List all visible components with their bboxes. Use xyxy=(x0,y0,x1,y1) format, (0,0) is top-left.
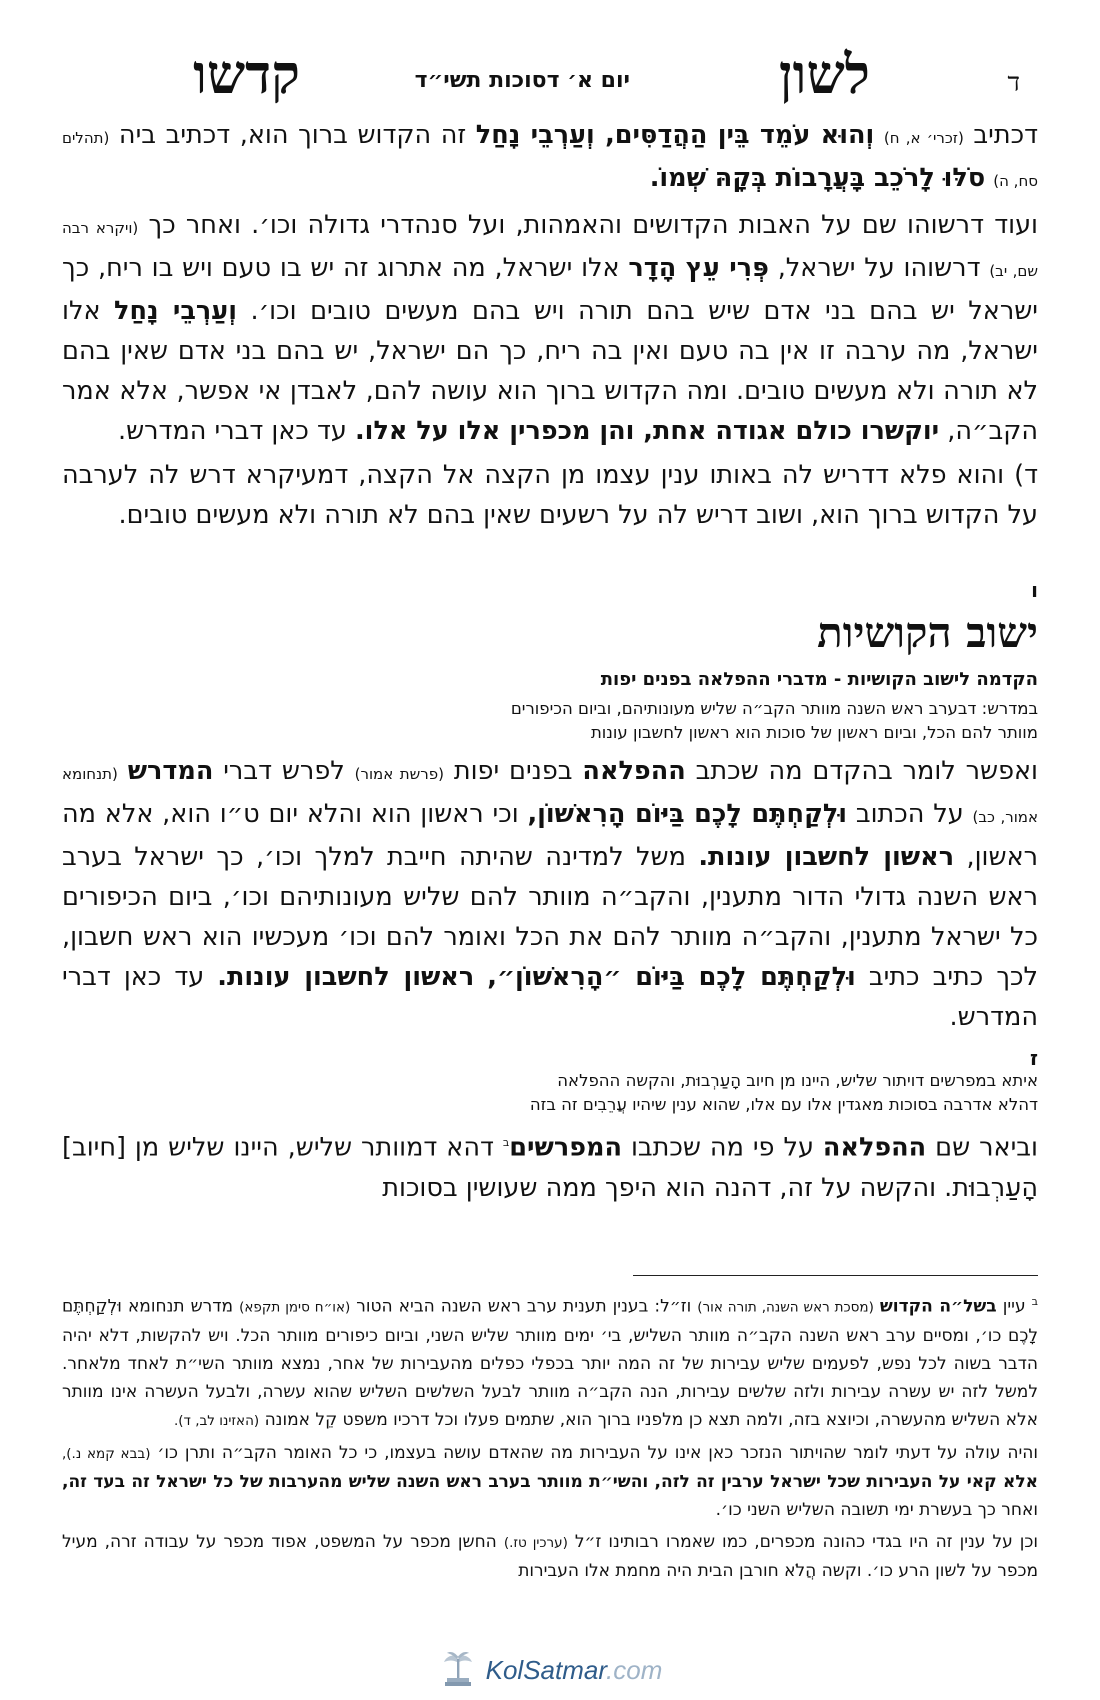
text-run: זה הקדוש ברוך הוא, דכתיב ביה xyxy=(118,120,467,150)
site-watermark xyxy=(0,1648,1100,1692)
paragraph-3: ד) והוא פלא דדריש לה באותו ענין עצמו מן הקצה אל הקצה, דמעיקרא דרש לה לערבה על הקדוש ברוך הוא, ושוב דריש לה על רשעים שאין בהם לא תורה ולא מעשים טובים. xyxy=(62,460,1038,530)
emphasized-text: יוקשרו כולם אגודה אחת, והן מכפרין אלו על אלו. xyxy=(355,416,940,446)
header-title-word-1: לשון xyxy=(778,42,870,106)
emphasized-text: ההפלאה xyxy=(822,1132,927,1163)
footnote-marker: ב xyxy=(1031,1295,1038,1308)
text-run: עד כאן דברי המדרש. xyxy=(117,416,347,446)
footnote-1 xyxy=(62,1288,1038,1435)
text-run: אלו ישראל, מה ערבה זו אין בה טעם ואין בה ריח, כך הם ישראל, יש בהם בני אדם שאין בהם לא תורה ולא מעשים טובים. ומה הקדוש ברוך הוא עושה להם, לאבדן אי אפשר, אלא אמר הקב״ה, xyxy=(62,296,1038,446)
emphasized-text: אלא קאי על העבירות שכל ישראל ערבין זה לזה, והשי״ת מוותר בערב ראש השנה שליש מהערבות של כל ישראל זה בעד זה, xyxy=(62,1471,1038,1492)
header-subtitle: יום א׳ דסוכות תשי״ד xyxy=(414,68,630,93)
footnote-divider xyxy=(633,1275,1038,1276)
source-citation: (ערכין טז.) xyxy=(503,1534,568,1551)
paragraph-4 xyxy=(62,751,1038,1037)
emphasized-text: המדרש xyxy=(127,756,214,786)
text-run: וכן על ענין זה היו בגדי כהונה מכפרים, כמו שאמרו רבותינו ז״ל xyxy=(574,1531,1039,1552)
section-7-summary-line-1: איתא במפרשים דויתור שליש, היינו מן חיוב הָעַרְבוּת, והקשה ההפלאה xyxy=(557,1071,1038,1090)
text-run: על הכתוב xyxy=(855,799,964,829)
source-citation: (זכרי׳ א, ח) xyxy=(883,129,964,147)
quoted-verse: וְהוּא עֹמֵד בֵּין הַהֲדַסִּים, וְעַרְבֵי נָחַל xyxy=(475,120,875,150)
section-6-title: ישוב הקושיות xyxy=(817,608,1038,657)
text-run: דרשוהו על ישראל, xyxy=(777,253,981,283)
section-7-number: ז xyxy=(1029,1046,1038,1070)
text-run: מדרש תנחומא וּלְקַחְתֶּם לָכֶם כו׳, ומסיים ערב ראש השנה הקב״ה מוותר השליש, בי׳ ימים מוותר שליש השני, וביום כיפורים מוותר הכל. ויש להקשות, דלא יהיה הדבר בשוה לכל נפש, לפעמים שליש עבירות של זה המה יותר בכפלי כפלים מהעבירות של אחר, נמצא מוותר השי״ת לאחד מלאחר. למשל לזה יש עשרה עבירות ולזה שלשים עבירות, הנה הקב״ה מוותר לבעל השלשים השליש שהוא עשרה, ולבעל העשרה אינו מוותר אלא השליש מהעשרה, וכיוצא בזה, ולמה תצא כן מלפניו ברוך הוא, שתמים פעלו וכל דרכיו משפט קֵל אמונה xyxy=(62,1296,1038,1430)
quoted-verse: וּלְקַחְתֶּם לָכֶם בַּיּוֹם ״הָרִאשׁוֹן״, xyxy=(487,962,856,992)
emphasized-text: המפרשים xyxy=(509,1132,622,1163)
section-6-summary-line-1: במדרש: דבערב ראש השנה מוותר הקב״ה שליש מעונותיהם, וביום הכיפורים xyxy=(510,699,1038,718)
text-run: בפנים יפות xyxy=(453,756,573,786)
text-run: על פי מה שכתבו xyxy=(630,1132,814,1163)
footnotes xyxy=(62,1288,1038,1589)
source-citation: (תנחומא אמור, כב) xyxy=(62,765,1038,826)
text-run: עד כאן דברי המדרש. xyxy=(62,962,1038,1032)
text-run: עיין xyxy=(1002,1296,1026,1317)
emphasized-text: ראשון לחשבון עונות. xyxy=(217,962,475,992)
emphasized-text: בשל״ה הקדוש xyxy=(879,1296,997,1317)
source-citation: (האזינו לב, ד). xyxy=(173,1412,260,1429)
quoted-verse: סֹלּוּ לָרֹכֵב בָּעֲרָבוֹת בְּקָהּ שְׁמוֹ. xyxy=(649,163,986,193)
paragraph-2 xyxy=(62,205,1038,451)
palm-tree-book-logo-icon xyxy=(438,1650,478,1690)
text-run: דכתיב xyxy=(973,120,1038,150)
footnote-3 xyxy=(62,1528,1038,1585)
text-run: והיה עולה על דעתי לומר שהויתור הנזכר כאן אינו על העבירות מה שהאדם עושה בעצמו, כי כל האומר הקב״ה ותרן כו׳ xyxy=(157,1442,1039,1463)
source-citation: (ויקרא רבה שם, יב) xyxy=(62,219,1039,280)
paragraph-1 xyxy=(62,115,1038,201)
footnote-marker[interactable]: ב xyxy=(502,1136,510,1149)
text-run: ואחר כך בעשרת ימי תשובה השליש השני כו׳. xyxy=(715,1499,1038,1520)
emphasized-text: ההפלאה xyxy=(582,756,686,786)
section-6-subtitle: הקדמה לישוב הקושיות - מדברי ההפלאה בפנים יפות xyxy=(600,669,1038,690)
source-citation: (בבא קמא נ.), xyxy=(62,1445,151,1462)
section-6-summary-line-2: מוותר להם הכל, וביום ראשון של סוכות הוא ראשון לחשבון עונות xyxy=(590,723,1038,742)
text-run: ועוד דרשוהו שם על האבות הקדושים והאמהות, ועל סנהדרי גדולה וכו׳. ואחר כך xyxy=(148,210,1038,240)
section-6-number: ו xyxy=(1031,578,1038,602)
watermark-text xyxy=(486,1655,663,1686)
source-citation: (פרשת אמור) xyxy=(354,765,444,783)
footnote-2 xyxy=(62,1439,1038,1524)
text-run: ואפשר לומר בהקדם מה שכתב xyxy=(695,756,1039,786)
section-7-summary-line-2: דהלא אדרבה בסוכות מאגדין אלו עם אלו, שהוא ענין שיהיו עֲרֵבִים זה בזה xyxy=(529,1095,1038,1114)
text-run: אלו ישראל, מה אתרוג זה יש בו טעם ויש בו ריח, כך ישראל יש בהם בני אדם שיש בהם תורה ויש בהם מעשים טובים וכו׳. xyxy=(62,253,1039,326)
source-citation: (תהלים סח, ה) xyxy=(62,129,1038,190)
quoted-verse: וּלְקַחְתֶּם לָכֶם בַּיּוֹם הָרִאשׁוֹן, xyxy=(527,799,848,829)
text-run: משל למדינה שהיתה חייבת למלך וכו׳, כך ישראל בערב ראש השנה גדולי הדור מתענין, והקב״ה מוותר להם שליש מעונותיהם וכו׳, ביום הכיפורים כל ישראל מתענין, והקב״ה מוותר להם את הכל ואומר להם וכו׳ מעכשיו הוא ראש חשבון, לכך כתיב כתיב xyxy=(62,842,1038,992)
text-run: דהא דמוותר שליש, היינו שליש מן [חיוב] הָעַרְבוּת. והקשה על זה, דהנה הוא היפך ממה שעושין בסוכות xyxy=(62,1132,1038,1203)
watermark-name: KolSatmar xyxy=(485,1654,607,1685)
paragraph-5 xyxy=(62,1123,1038,1208)
text-run: וכי ראשון הוא והלא יום ט״ו הוא, אלא מה ראשון, xyxy=(62,799,1039,872)
running-header xyxy=(70,42,1030,112)
source-citation: (או״ח סימן תקפא) xyxy=(239,1299,351,1316)
text-run: החשן מכפר על המשפט, אפוד מכפר על עבודה זרה, מעיל מכפר על לשון הרע כו׳. וקשה הֲלֹא חורבן הבית היה מחמת אלו העבירות xyxy=(62,1531,1038,1581)
text-run: לפרש דברי xyxy=(223,756,345,786)
page-number: ד xyxy=(1007,68,1020,98)
emphasized-text: ראשון לחשבון עונות. xyxy=(698,842,955,872)
text-run: וז״ל: בענין תענית ערב ראש השנה הביא הטור xyxy=(356,1296,692,1317)
watermark-suffix: .com xyxy=(606,1654,663,1685)
text-run: וביאר שם xyxy=(935,1132,1038,1163)
header-title-word-2: קדשו xyxy=(193,42,300,106)
source-citation: (מסכת ראש השנה, תורה אור) xyxy=(697,1299,874,1316)
quoted-verse: פְּרִי עֵץ הָדָר xyxy=(628,253,769,283)
main-text xyxy=(62,115,1038,1212)
quoted-verse: וְעַרְבֵי נָחַל xyxy=(114,296,237,326)
